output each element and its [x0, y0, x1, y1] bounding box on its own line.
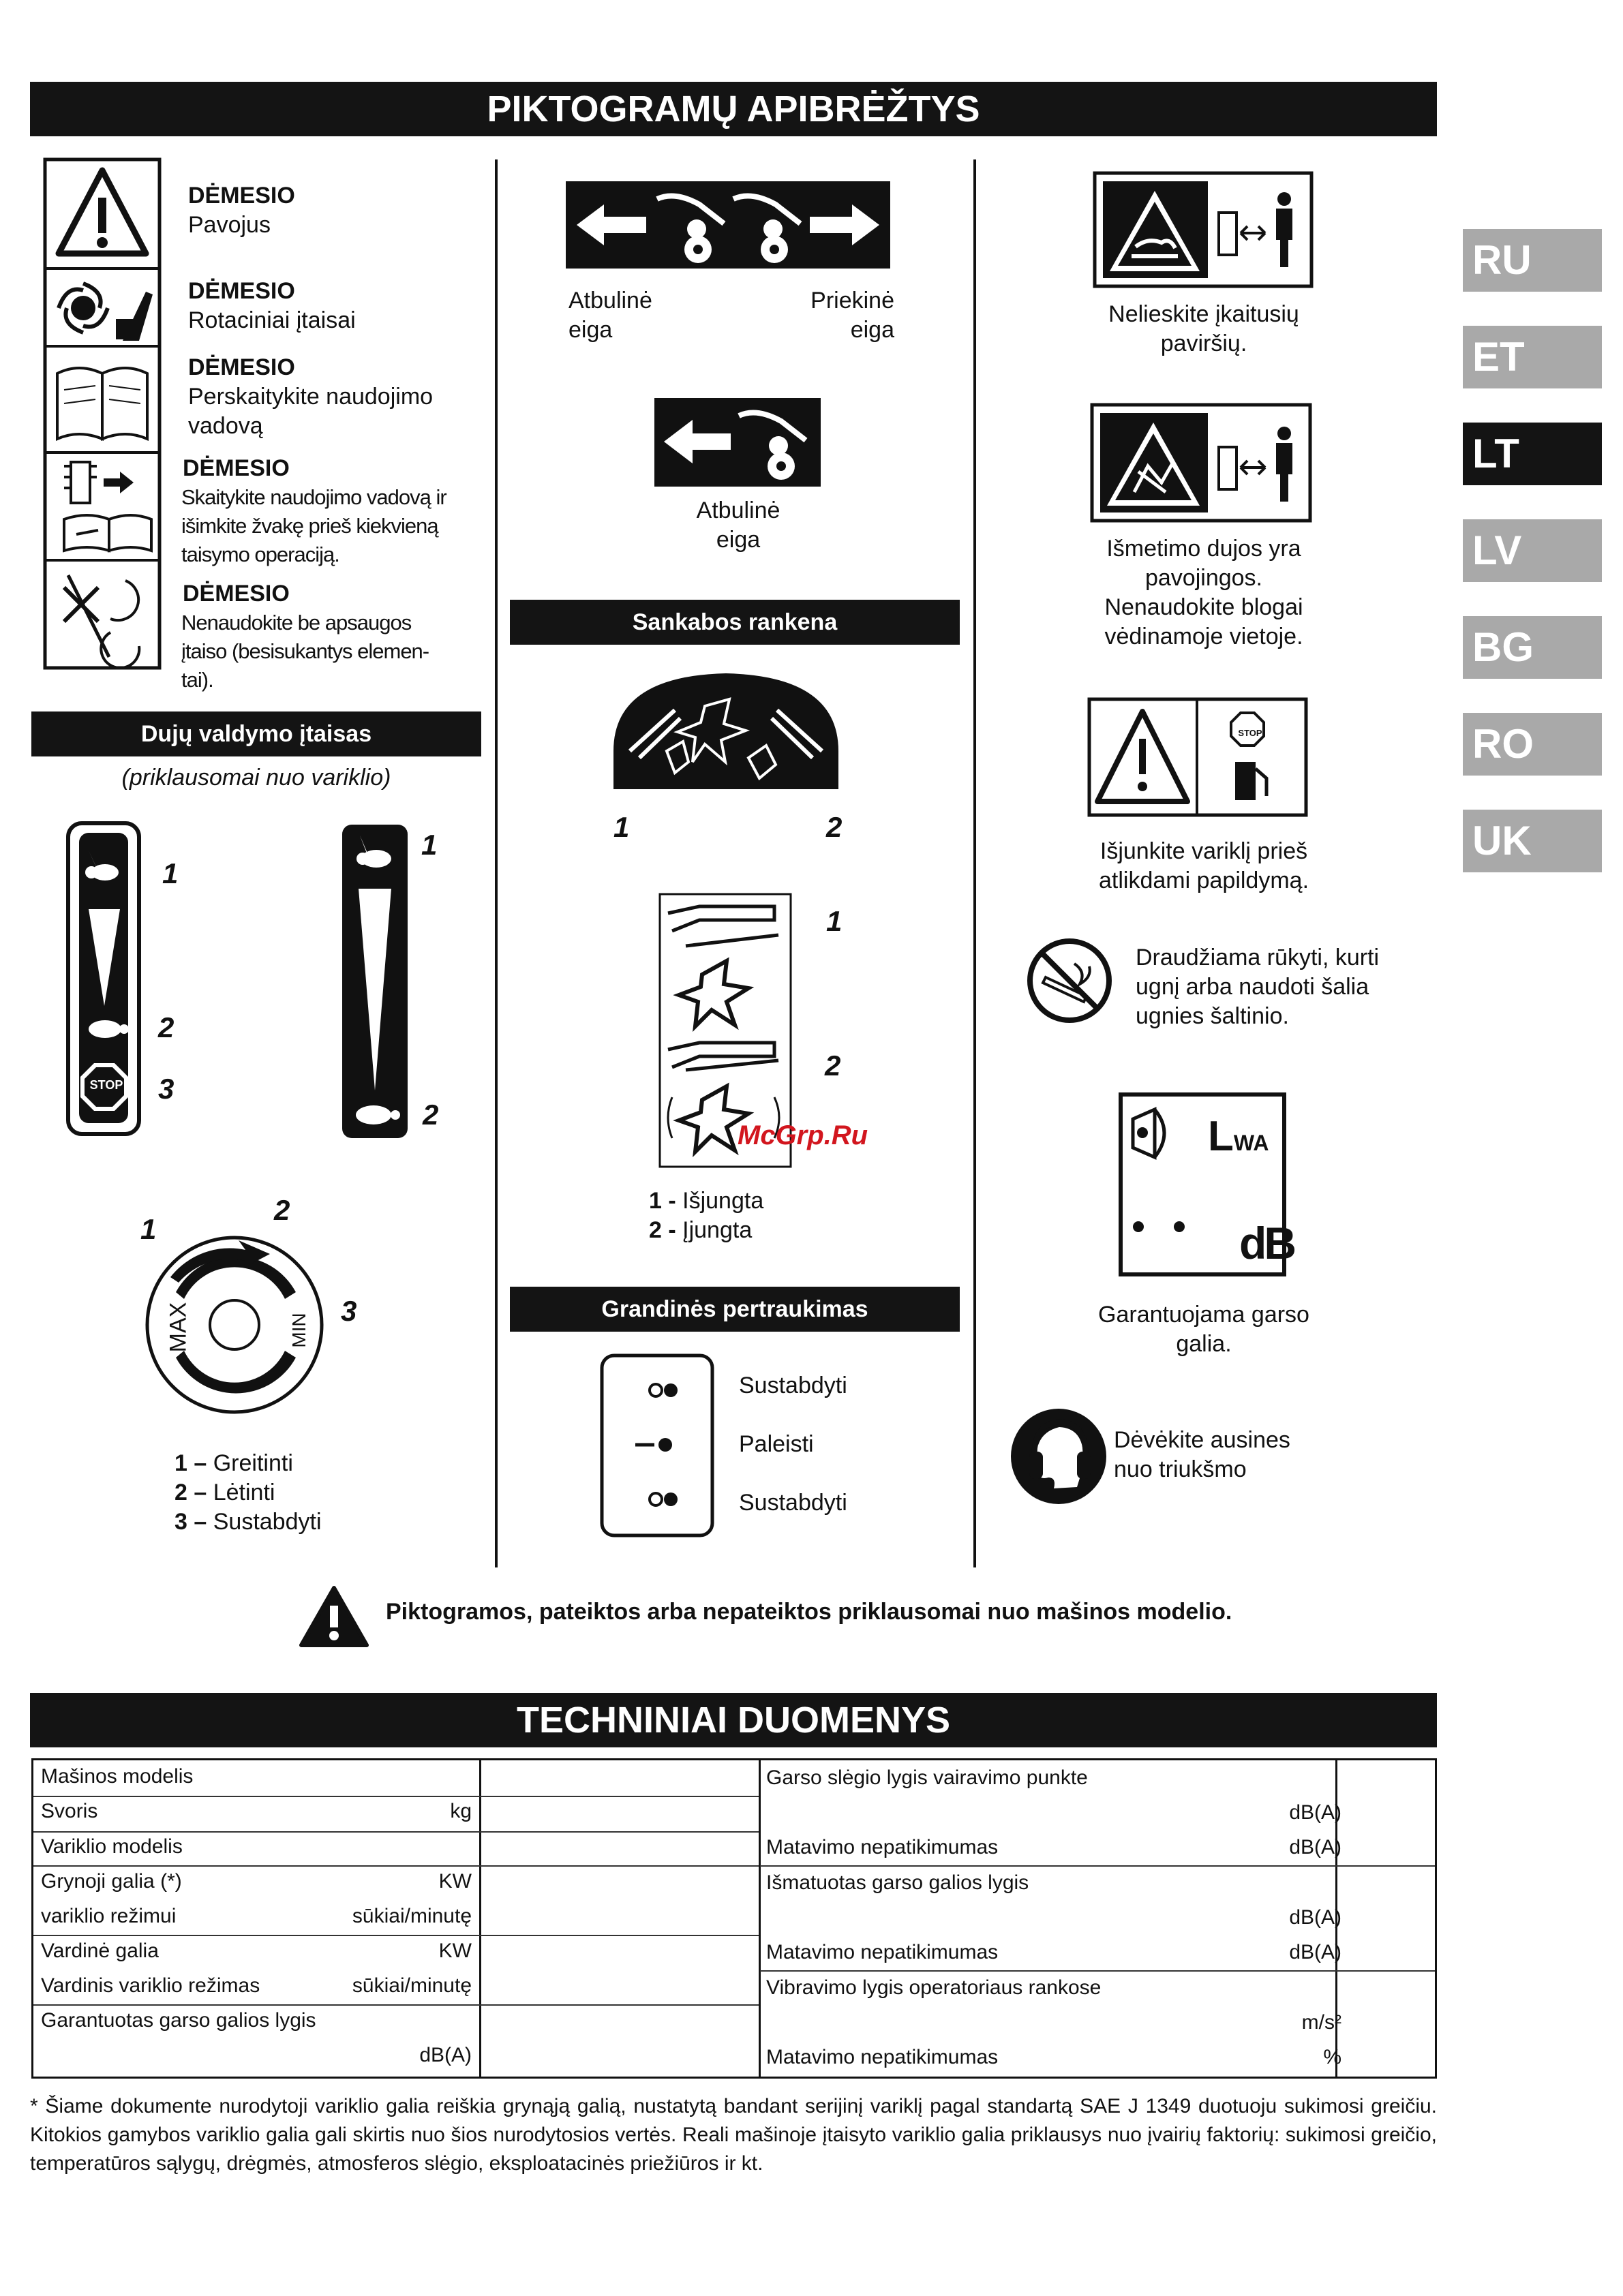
tech-row-label: Vardinis variklio režimas	[41, 1974, 260, 1997]
tech-row-unit: dB(A)	[1289, 1906, 1341, 1929]
throttle-legend-item: 1 – Greitinti	[175, 1450, 293, 1476]
clutch-number: 1	[613, 811, 630, 843]
no-smoking-icon	[1025, 936, 1114, 1025]
tech-row-label: Garso slėgio lygis vairavimo punkte	[766, 1766, 1088, 1789]
tech-row-label: variklio režimui	[41, 1905, 177, 1927]
tech-row-unit: m/s²	[1301, 2011, 1341, 2034]
throttle-lever-simple	[341, 823, 409, 1139]
forward-label: Priekinė	[810, 288, 894, 313]
throttle-number: 1	[140, 1213, 157, 1245]
clutch-legend-item: 1 - Išjungta	[649, 1188, 764, 1214]
reverse-label: Atbulinė	[568, 288, 652, 313]
lang-tab-ro[interactable]: RO	[1463, 713, 1602, 776]
lang-tab-lv[interactable]: LV	[1463, 519, 1602, 582]
circuit-heading: Grandinės pertraukimas	[510, 1287, 960, 1332]
ear-protection-text: Dėvėkite ausines	[1114, 1427, 1290, 1453]
pictogram-note: Piktogramos, pateiktos arba nepateiktos priklausomai nuo mašinos modelio.	[386, 1599, 1232, 1625]
circuit-item: Sustabdyti	[739, 1373, 847, 1398]
throttle-number: 2	[158, 1011, 175, 1043]
throttle-number: 2	[274, 1194, 290, 1226]
tech-row-unit: sūkiai/minutę	[352, 1905, 472, 1927]
tech-row-unit: dB(A)	[1289, 1836, 1341, 1858]
reverse-pictogram	[654, 398, 821, 487]
no-guard-rotating-icon	[64, 575, 139, 668]
danger-triangle-icon	[59, 170, 146, 254]
tech-row-label: Matavimo nepatikimumas	[766, 2046, 999, 2068]
tech-row-unit: %	[1323, 2046, 1341, 2068]
spark-plug-manual-icon	[64, 462, 151, 551]
throttle-number: 3	[341, 1295, 357, 1327]
clutch-number: 2	[826, 811, 843, 843]
exhaust-text: Nenaudokite blogai	[1104, 594, 1303, 620]
dial-max-label: MAX	[165, 1302, 192, 1353]
footnote: * Šiame dokumente nurodytoji variklio galia reiškia grynąją galią, nustatytą bandant serijinį variklį pagal standartą SAE J 1349 duotuoju sukimosi greičiu. Kitokios gamybos variklio galia gali skirtis nuo šios nurodytosios vertės. Reali mašinoje įtaisyto variklio galia priklausys nuo įvairių faktorių: sukimosi greičio, temperatūros sąlygų, drėgmės, atmosferos slėgio, eksploatacinės priežiūros ir kt.	[30, 2095, 1437, 2175]
throttle-heading: Dujų valdymo įtaisas	[31, 711, 481, 756]
warning-title: DĖMESIO	[183, 581, 290, 607]
manual-book-icon	[57, 368, 147, 439]
clutch-handle-pictogram	[609, 669, 843, 793]
clutch-legend-item: 2 - Įjungta	[649, 1217, 753, 1243]
warning-text: Perskaitykite naudojimo	[188, 384, 434, 410]
throttle-number: 1	[162, 857, 179, 889]
clutch-number: 1	[826, 905, 843, 937]
tech-row-unit: dB(A)	[419, 2044, 472, 2066]
tech-row-unit: dB(A)	[1289, 1801, 1341, 1824]
tech-row-label: Garantuotas garso galios lygis	[41, 2009, 316, 2032]
tech-title: TECHNINIAI DUOMENYS	[30, 1693, 1437, 1747]
tech-row-label: Grynoji galia (*)	[41, 1870, 182, 1893]
sound-power-text: Garantuojama garso	[1098, 1302, 1309, 1328]
db-label: dB	[1239, 1218, 1294, 1268]
warning-title: DĖMESIO	[183, 455, 290, 481]
dial-min-label: MIN	[288, 1313, 309, 1348]
lang-tab-uk[interactable]: UK	[1463, 810, 1602, 872]
throttle-number: 3	[158, 1073, 175, 1105]
warning-text: taisymo operaciją.	[181, 542, 339, 566]
throttle-number: 2	[423, 1099, 439, 1131]
reverse-label: eiga	[568, 317, 613, 343]
circuit-item: Paleisti	[739, 1431, 814, 1457]
warning-text: vadovą	[188, 413, 263, 439]
stop-badge-label: STOP	[1238, 728, 1262, 738]
hot-surface-text: Nelieskite įkaitusių	[1108, 301, 1299, 327]
warning-text: Nenaudokite be apsaugos	[181, 611, 412, 634]
column-divider	[495, 159, 498, 1567]
stop-label: STOP	[89, 1078, 123, 1092]
warning-title: DĖMESIO	[188, 183, 295, 209]
warning-text: išimkite žvakę prieš kiekvieną	[181, 514, 438, 538]
warning-title: DĖMESIO	[188, 278, 295, 304]
hot-surface-pictogram	[1093, 172, 1313, 288]
tech-row-label: Vibravimo lygis operatoriaus rankose	[766, 1976, 1102, 1999]
throttle-number: 1	[421, 829, 438, 861]
warning-text: Rotaciniai įtaisai	[188, 307, 356, 333]
tech-row-unit: sūkiai/minutę	[352, 1974, 472, 1997]
warning-title: DĖMESIO	[188, 354, 295, 380]
tech-row-label: Matavimo nepatikimumas	[766, 1836, 999, 1858]
lang-tab-lt[interactable]: LT	[1463, 423, 1602, 485]
lang-tab-bg[interactable]: BG	[1463, 616, 1602, 679]
column-divider	[973, 159, 976, 1567]
circuit-switch-pictogram	[600, 1353, 714, 1537]
page-title: PIKTOGRAMŲ APIBRĖŽTYS	[30, 82, 1437, 136]
exhaust-text: vėdinamoje vietoje.	[1104, 624, 1303, 649]
no-smoking-text: Draudžiama rūkyti, kurti	[1136, 945, 1380, 970]
stop-engine-text: Išjunkite variklį prieš	[1099, 838, 1308, 864]
sound-power-text: galia.	[1176, 1331, 1232, 1357]
tech-row-label: Vardinė galia	[41, 1940, 159, 1962]
rotating-blades-icon	[59, 284, 153, 341]
tech-row-label: Matavimo nepatikimumas	[766, 1941, 999, 1963]
lwa-label: LWA	[1208, 1113, 1269, 1160]
tech-row-unit: KW	[438, 1870, 472, 1893]
throttle-legend-item: 2 – Lėtinti	[175, 1480, 275, 1505]
hot-surface-text: paviršių.	[1160, 331, 1247, 356]
no-smoking-text: ugnies šaltinio.	[1136, 1003, 1289, 1029]
forward-label: eiga	[850, 317, 894, 343]
warning-text: įtaiso (besisukantys elemen-	[181, 639, 429, 663]
clutch-number: 2	[825, 1050, 841, 1082]
tech-row-label: Išmatuotas garso galios lygis	[766, 1871, 1029, 1894]
clutch-heading: Sankabos rankena	[510, 600, 960, 645]
tech-row-label: Variklio modelis	[41, 1835, 183, 1858]
ear-protection-icon	[1009, 1407, 1108, 1506]
ear-protection-text: nuo triukšmo	[1114, 1456, 1247, 1482]
exhaust-text: Išmetimo dujos yra	[1106, 536, 1301, 562]
warning-text: tai).	[181, 668, 213, 692]
stop-engine-pictogram	[1088, 698, 1307, 816]
warning-text: Pavojus	[188, 212, 271, 238]
warning-triangle-icon	[299, 1585, 369, 1648]
tech-row-unit: dB(A)	[1289, 1941, 1341, 1963]
circuit-item: Sustabdyti	[739, 1490, 847, 1516]
stop-engine-text: atlikdami papildymą.	[1098, 868, 1309, 893]
reverse-label: eiga	[716, 527, 761, 553]
tech-row-label: Svoris	[41, 1800, 98, 1822]
tech-row-unit: KW	[438, 1940, 472, 1962]
tech-row-unit: kg	[450, 1800, 472, 1822]
no-smoking-text: ugnį arba naudoti šalia	[1136, 974, 1369, 1000]
reverse-label: Atbulinė	[696, 498, 780, 523]
exhaust-pictogram	[1091, 403, 1311, 522]
warning-pictogram-strip	[44, 158, 161, 669]
watermark: McGrp.Ru	[738, 1120, 868, 1150]
throttle-legend-item: 3 – Sustabdyti	[175, 1509, 322, 1535]
lang-tab-ru[interactable]: RU	[1463, 229, 1602, 292]
throttle-subtitle: (priklausomai nuo variklio)	[121, 765, 391, 791]
exhaust-text: pavojingos.	[1144, 565, 1262, 591]
lang-tab-et[interactable]: ET	[1463, 326, 1602, 388]
reverse-forward-pictogram	[566, 181, 890, 269]
warning-text: Skaitykite naudojimo vadovą ir	[181, 485, 446, 509]
tech-row-label: Mašinos modelis	[41, 1765, 194, 1788]
